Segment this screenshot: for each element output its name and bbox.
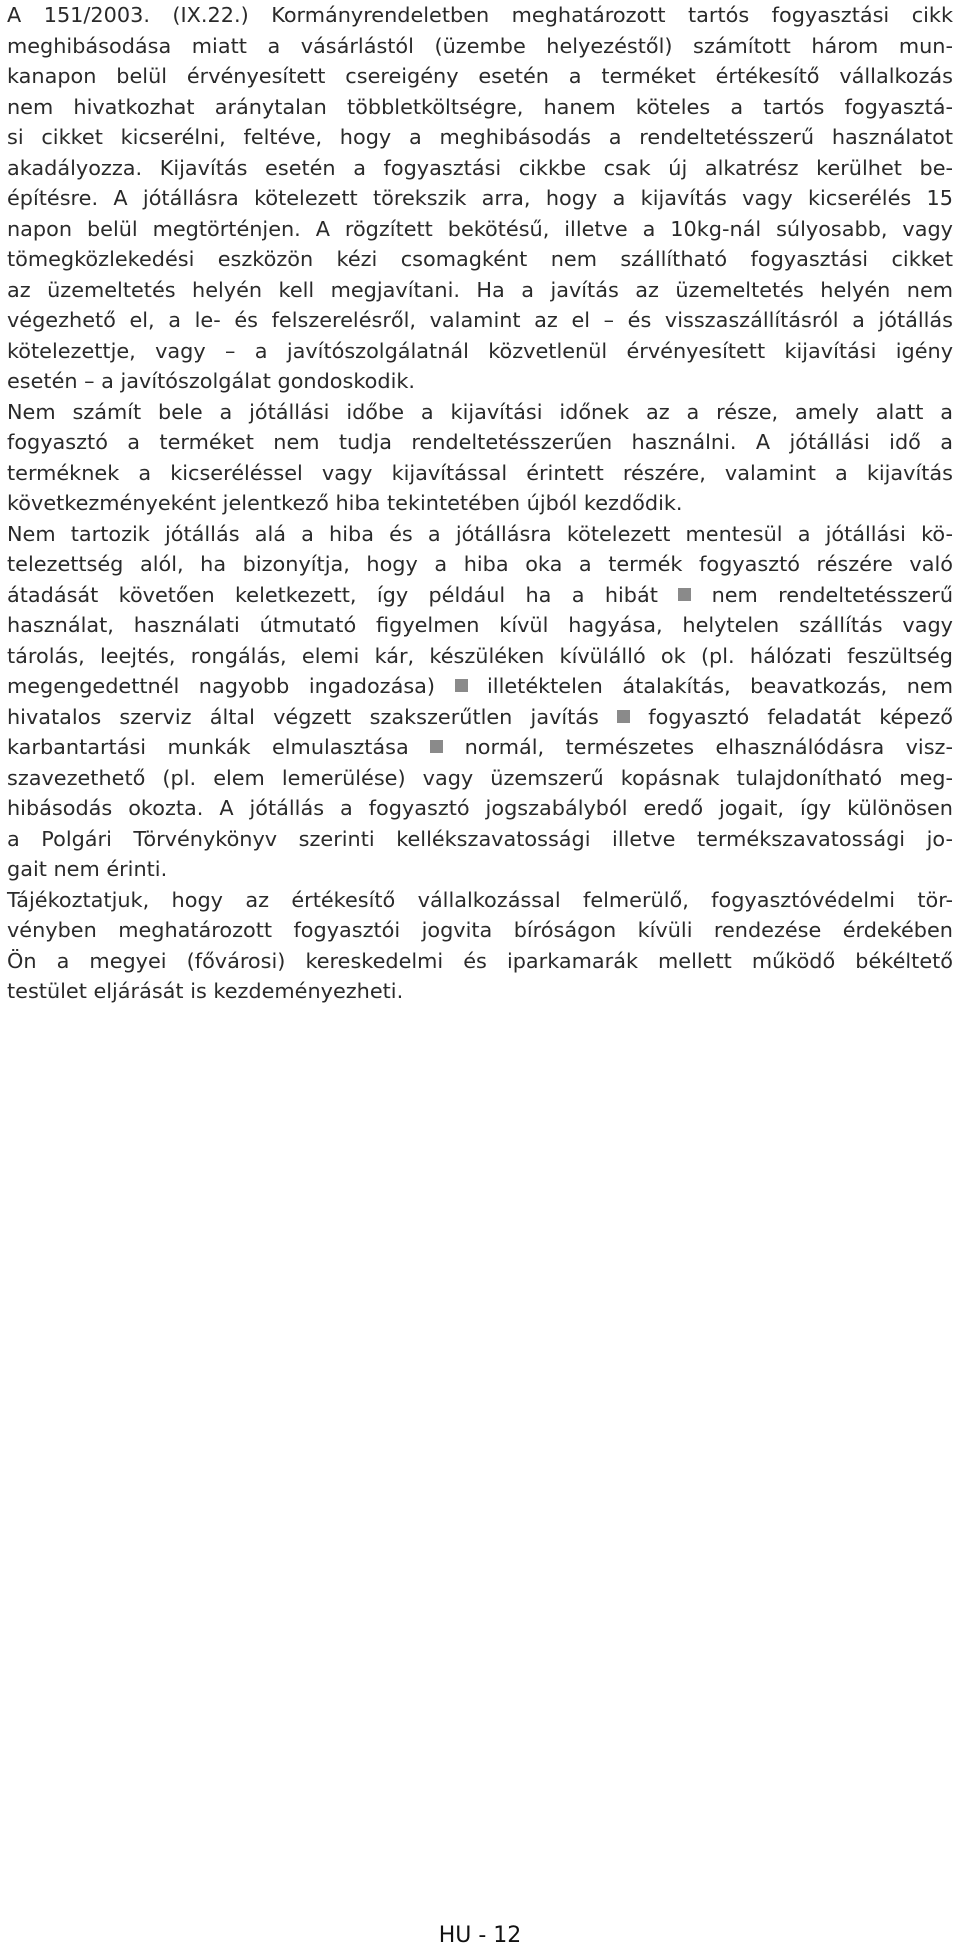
- square-bullet-icon: [455, 679, 468, 692]
- text-segment: megengedettnél nagyobb ingadozása): [7, 674, 436, 698]
- page-body: [7, 0, 953, 1007]
- text-line: Nem tartozik jótállás alá a hiba és a jótállásra kötelezett mentesül a jótállási kö-: [7, 521, 953, 546]
- text-line: nem hivatkozhat aránytalan többletköltségre, hanem köteles a tartós fogyasztá-: [7, 94, 953, 119]
- text-line: meghibásodása miatt a vásárlástól (üzembe helyezéstől) számított három mun-: [7, 33, 953, 58]
- text-line: esetén – a javítószolgálat gondoskodik.: [7, 369, 416, 393]
- text-line: kötelezettje, vagy – a javítószolgálatnál közvetlenül érvényesített kijavítási igény: [7, 338, 953, 363]
- text-line-with-bullet: [7, 580, 953, 611]
- text-segment: karbantartási munkák elmulasztása: [7, 735, 409, 759]
- text-line: Ön a megyei (fővárosi) kereskedelmi és iparkamarák mellett működő békéltető: [7, 948, 953, 973]
- text-line: Tájékoztatjuk, hogy az értékesítő vállalkozással felmerülő, fogyasztóvédelmi tör-: [7, 887, 953, 912]
- text-line: fogyasztó a terméket nem tudja rendeltetésszerűen használni. A jótállási idő a: [7, 430, 953, 454]
- text-line: a Polgári Törvénykönyv szerinti kellékszavatossági illetve termékszavatossági jo-: [7, 826, 953, 851]
- text-line: A 151/2003. (IX.22.) Kormányrendeletben meghatározott tartós fogyasztási cikk: [7, 3, 953, 27]
- text-line-with-bullet: [7, 671, 953, 702]
- text-line: vényben meghatározott fogyasztói jogvita bíróságon kívüli rendezése érdekében: [7, 918, 953, 942]
- text-line: kanapon belül érvényesített csereigény esetén a terméket értékesítő vállalkozás: [7, 64, 953, 88]
- text-line: testület eljárását is kezdeményezheti.: [7, 979, 404, 1003]
- square-bullet-icon: [678, 588, 691, 601]
- text-line-with-bullet: [7, 702, 953, 733]
- text-line: végezhető el, a le- és felszerelésről, valamint az el – és visszaszállításról a jótállás: [7, 308, 953, 332]
- text-line: si cikket kicserélni, feltéve, hogy a meghibásodás a rendeltetésszerű használatot: [7, 125, 953, 149]
- text-segment: fogyasztó feladatát képező: [648, 704, 953, 729]
- text-line: tárolás, leejtés, rongálás, elemi kár, készüléken kívülálló ok (pl. hálózati feszültség: [7, 643, 953, 668]
- text-line: építésre. A jótállásra kötelezett törekszik arra, hogy a kijavítás vagy kicserélés 15: [7, 186, 953, 210]
- text-line-with-bullet: [7, 732, 953, 763]
- text-segment: nem rendeltetésszerű: [711, 582, 953, 607]
- text-line: gait nem érinti.: [7, 857, 168, 881]
- square-bullet-icon: [617, 710, 630, 723]
- text-line: az üzemeltetés helyén kell megjavítani. Ha a javítás az üzemeltetés helyén nem: [7, 277, 953, 302]
- page-number: HU - 12: [438, 1923, 522, 1948]
- text-line: hibásodás okozta. A jótállás a fogyasztó jogszabályból eredő jogait, így különösen: [7, 796, 953, 820]
- square-bullet-icon: [430, 740, 443, 753]
- text-line: Nem számít bele a jótállási időbe a kijavítási időnek az a része, amely alatt a: [7, 399, 953, 424]
- text-line: használat, használati útmutató figyelmen kívül hagyása, helytelen szállítás vagy: [7, 613, 953, 637]
- text-segment: normál, természetes elhasználódásra visz-: [464, 735, 953, 759]
- text-line: akadályozza. Kijavítás esetén a fogyasztási cikkbe csak új alkatrész kerülhet be-: [7, 155, 953, 180]
- text-segment: átadását követően keletkezett, így például ha a hibát: [7, 582, 658, 607]
- text-line: telezettség alól, ha bizonyítja, hogy a hiba oka a termék fogyasztó részére való: [7, 552, 953, 576]
- text-line: tömegközlekedési eszközön kézi csomagként nem szállítható fogyasztási cikket: [7, 247, 953, 271]
- text-line: napon belül megtörténjen. A rögzített bekötésű, illetve a 10kg-nál súlyosabb, vagy: [7, 216, 953, 241]
- text-segment: hivatalos szerviz által végzett szakszerűtlen javítás: [7, 704, 599, 729]
- text-line: terméknek a kicseréléssel vagy kijavítással érintett részére, valamint a kijavítás: [7, 460, 953, 485]
- text-segment: illetéktelen átalakítás, beavatkozás, nem: [487, 674, 953, 698]
- text-line: szavezethető (pl. elem lemerülése) vagy üzemszerű kopásnak tulajdonítható meg-: [7, 765, 953, 790]
- text-line: következményeként jelentkező hiba tekintetében újból kezdődik.: [7, 491, 683, 515]
